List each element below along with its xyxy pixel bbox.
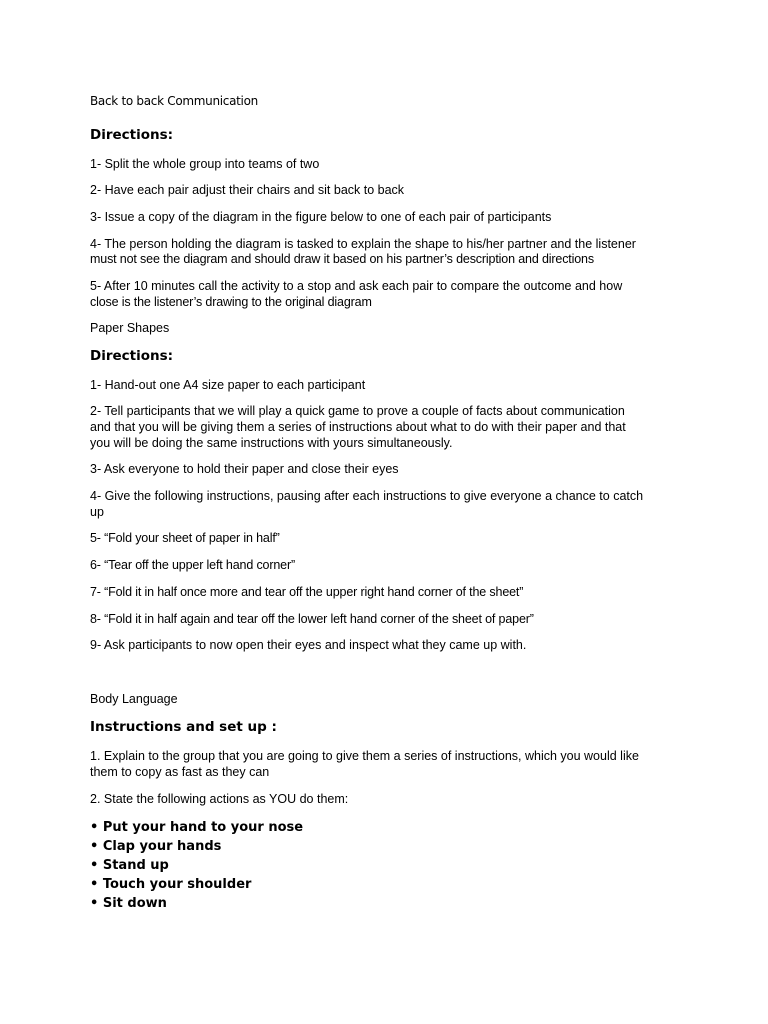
action-item: • Stand up (90, 856, 680, 875)
list-item: 1. Explain to the group that you are going to give them a series of instructions, which you would like (90, 749, 639, 763)
list-item: 2. State the following actions as YOU do them: (90, 792, 349, 806)
actions-bullet-list (90, 818, 680, 913)
action-item: • Put your hand to your nose (90, 818, 680, 837)
list-item-continuation: them to copy as fast as they can (90, 765, 270, 779)
section-title-back-to-back: Back to back Communication (90, 94, 258, 108)
list-item: 3- Ask everyone to hold their paper and close their eyes (90, 462, 399, 476)
action-item: • Touch your shoulder (90, 875, 680, 894)
list-item: 8- “Fold it in half again and tear off the lower left hand corner of the sheet of paper” (90, 612, 534, 626)
list-item: 2- Have each pair adjust their chairs and sit back to back (90, 183, 405, 197)
list-item: 5- “Fold your sheet of paper in half” (90, 531, 280, 545)
directions-heading: Directions: (90, 127, 174, 143)
list-item: 3- Issue a copy of the diagram in the figure below to one of each pair of participants (90, 210, 552, 224)
list-item: 1- Split the whole group into teams of two (90, 157, 320, 171)
list-item: 9- Ask participants to now open their eyes and inspect what they came up with. (90, 638, 527, 652)
list-item: 5- After 10 minutes call the activity to a stop and ask each pair to compare the outcome and how (90, 279, 623, 293)
instructions-heading: Instructions and set up : (90, 719, 277, 735)
list-item-continuation: up (90, 505, 104, 519)
list-item: 6- “Tear off the upper left hand corner” (90, 558, 295, 572)
list-item-continuation: close is the listener’s drawing to the original diagram (90, 295, 372, 309)
list-item: 7- “Fold it in half once more and tear off the upper right hand corner of the sheet” (90, 585, 524, 599)
list-item-continuation: and that you will be giving them a series of instructions about what to do with their paper and that (90, 420, 626, 434)
list-item-continuation: you will be doing the same instructions with yours simultaneously. (90, 436, 453, 450)
section-title-body-language: Body Language (90, 692, 178, 706)
list-item: 2- Tell participants that we will play a quick game to prove a couple of facts about communication (90, 404, 625, 418)
section-title-paper-shapes: Paper Shapes (90, 321, 170, 335)
action-item: • Clap your hands (90, 837, 680, 856)
action-item: • Sit down (90, 894, 680, 913)
list-item: 4- The person holding the diagram is tasked to explain the shape to his/her partner and the listener (90, 237, 636, 251)
list-item: 1- Hand-out one A4 size paper to each participant (90, 378, 366, 392)
directions-heading: Directions: (90, 348, 174, 364)
list-item: 4- Give the following instructions, pausing after each instructions to give everyone a chance to catch (90, 489, 644, 503)
list-item-continuation: must not see the diagram and should draw it based on his partner’s description and directions (90, 252, 594, 266)
